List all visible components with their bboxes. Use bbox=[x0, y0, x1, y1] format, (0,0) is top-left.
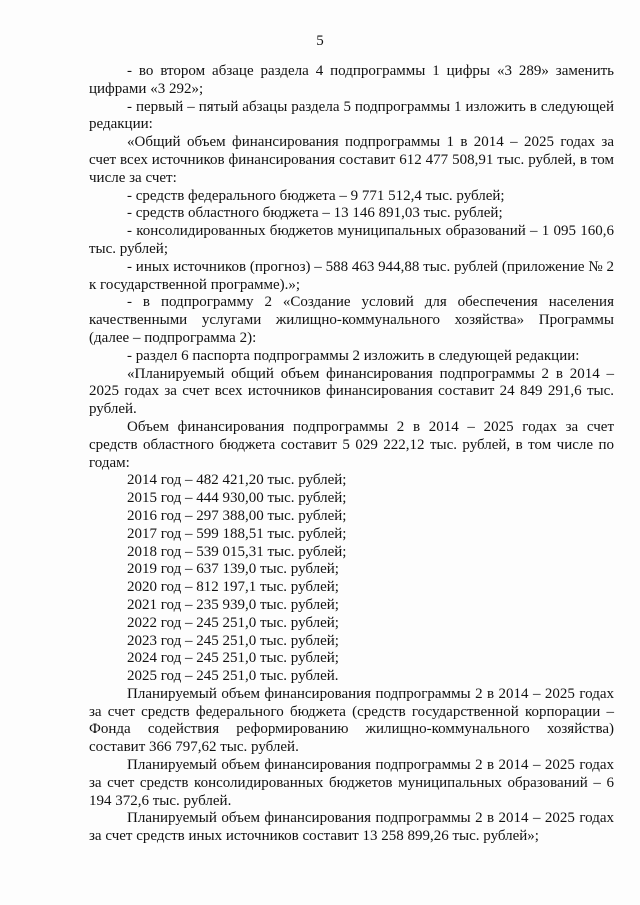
closing-paragraph-3: Планируемый объем финансирования подпрограммы 2 в 2014 – 2025 годах за счет средств иных источников составит 13 258 899,26 тыс. рублей»; bbox=[89, 810, 614, 845]
year-item: 2018 год – 539 015,31 тыс. рублей; bbox=[127, 543, 347, 560]
year-item: 2015 год – 444 930,00 тыс. рублей; bbox=[127, 490, 347, 507]
paragraph-2: - первый – пятый абзацы раздела 5 подпрограммы 1 изложить в следующей редакции: bbox=[89, 98, 614, 133]
year-item: 2019 год – 637 139,0 тыс. рублей; bbox=[127, 561, 339, 578]
closing-paragraph-1: Планируемый объем финансирования подпрограммы 2 в 2014 – 2025 годах за счет средств федерального бюджета (средств государственной корпорации – Фонда содействия реформированию жилищно-коммунального хозяйства) составит 366 797,62 тыс. рублей. bbox=[89, 685, 614, 756]
closing-paragraph-2: Планируемый объем финансирования подпрограммы 2 в 2014 – 2025 годах за счет средств консолидированных бюджетов муниципальных образований – 6 194 372,6 тыс. рублей. bbox=[89, 757, 614, 809]
paragraph-7: - иных источников (прогноз) – 588 463 944,88 тыс. рублей (приложение № 2 к государственной программе).»; bbox=[89, 258, 614, 293]
year-item: 2016 год – 297 388,00 тыс. рублей; bbox=[127, 507, 347, 524]
page-number: 5 bbox=[316, 33, 324, 49]
paragraph-1: - во втором абзаце раздела 4 подпрограммы 1 цифры «3 289» заменить цифрами «3 292»; bbox=[89, 63, 614, 97]
paragraph-10: «Планируемый общий объем финансирования подпрограммы 2 в 2014 – 2025 годах за счет всех источников финансирования составит 24 849 291,6 тыс. рублей. bbox=[89, 365, 614, 418]
paragraph-8: - в подпрограмму 2 «Создание условий для обеспечения населения качественными услугами жилищно-коммунального хозяйства» Программы (далее – подпрограмма 2): bbox=[89, 294, 614, 346]
paragraph-3: «Общий объем финансирования подпрограммы 1 в 2014 – 2025 годах за счет всех источников финансирования составит 612 477 508,91 тыс. рублей, в том числе за счет: bbox=[89, 134, 614, 186]
year-item: 2024 год – 245 251,0 тыс. рублей; bbox=[127, 650, 339, 667]
paragraph-6: - консолидированных бюджетов муниципальных образований – 1 095 160,6 тыс. рублей; bbox=[89, 223, 614, 257]
year-item: 2014 год – 482 421,20 тыс. рублей; bbox=[127, 472, 347, 489]
year-item: 2021 год – 235 939,0 тыс. рублей; bbox=[127, 596, 339, 613]
year-item: 2017 год – 599 188,51 тыс. рублей; bbox=[127, 525, 347, 542]
paragraph-9: - раздел 6 паспорта подпрограммы 2 изложить в следующей редакции: bbox=[127, 347, 580, 364]
paragraph-5: - средств областного бюджета – 13 146 891,03 тыс. рублей; bbox=[127, 205, 503, 222]
paragraph-4: - средств федерального бюджета – 9 771 512,4 тыс. рублей; bbox=[127, 187, 505, 204]
year-list bbox=[127, 472, 614, 686]
year-item: 2020 год – 812 197,1 тыс. рублей; bbox=[127, 579, 339, 596]
year-item: 2022 год – 245 251,0 тыс. рублей; bbox=[127, 614, 339, 631]
paragraph-11: Объем финансирования подпрограммы 2 в 2014 – 2025 годах за счет средств областного бюджета составит 5 029 222,12 тыс. рублей, в том числе по годам: bbox=[89, 418, 614, 471]
year-item: 2023 год – 245 251,0 тыс. рублей; bbox=[127, 632, 339, 649]
year-item: 2025 год – 245 251,0 тыс. рублей. bbox=[127, 668, 339, 685]
document-body bbox=[89, 63, 614, 846]
